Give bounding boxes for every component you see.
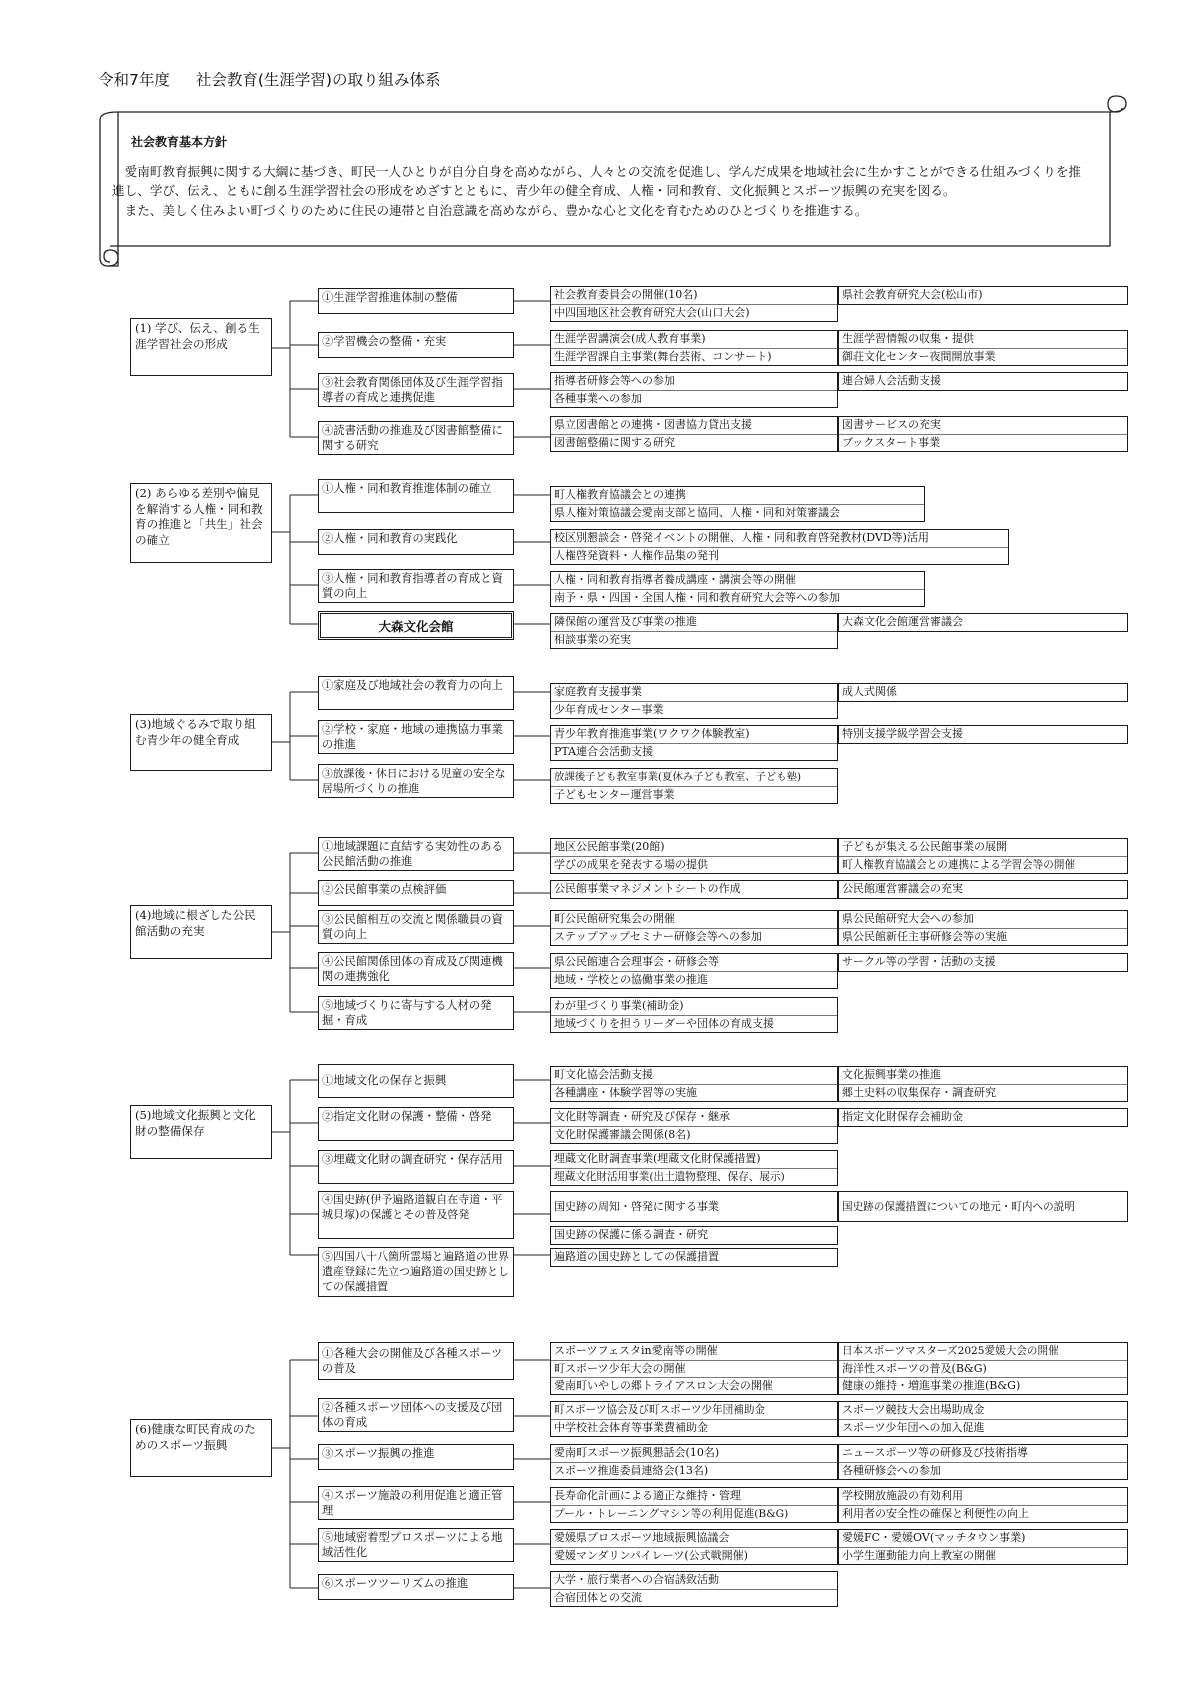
program-item: 町スポーツ少年大会の開催: [551, 1360, 837, 1377]
program-box: [550, 768, 838, 804]
sub-4-4: ④公民館関係団体の育成及び関連機関の連携強化: [318, 952, 514, 986]
sub-6-3: ③スポーツ振興の推進: [318, 1444, 514, 1470]
program-item: 町文化協会活動支援: [554, 1068, 653, 1081]
program-item: 郷土史料の収集保存・調査研究: [839, 1084, 1127, 1101]
program-item: 生涯学習情報の収集・提供: [842, 332, 974, 345]
program-item: 連合婦人会活動支援: [842, 374, 941, 387]
program-box: [550, 683, 838, 719]
sub-2-1: ①人権・同和教育推進体制の確立: [318, 479, 514, 513]
sub-2-3: ③人権・同和教育指導者の育成と資質の向上: [318, 569, 514, 603]
program-box: [838, 1066, 1128, 1102]
program-item: 県公民館連合会理事会・研修会等: [554, 955, 719, 968]
program-box: [838, 416, 1128, 452]
policy-paragraph-2: また、美しく住みよい町づくりのために住民の連帯と自治意識を高めながら、豊かな心と文化を育むためのひとづくりを推進する。: [124, 202, 868, 218]
program-item: 合宿団体との交流: [551, 1589, 837, 1606]
sub-4-2: ②公民館事業の点検評価: [318, 880, 514, 906]
program-box: [550, 1248, 838, 1267]
program-box: [550, 880, 838, 899]
program-item: 御荘文化センター夜間開放事業: [839, 348, 1127, 365]
program-box: [550, 330, 838, 366]
program-box: [550, 1487, 838, 1523]
program-box: [550, 997, 838, 1033]
sub-6-4: ④スポーツ施設の利用促進と適正管理: [318, 1486, 514, 1520]
goal-3: (3)地域ぐるみで取り組む青少年の健全育成: [130, 714, 272, 771]
program-item: スポーツ推進委員連絡会(13名): [551, 1462, 837, 1479]
program-item: 成人式関係: [842, 685, 897, 698]
policy-paragraph-1: 愛南町教育振興に関する大綱に基づき、町民一人ひとりが自分自身を高めながら、人々との交流を促進し、学んだ成果を地域社会に生かすことができる仕組みづくりを推進し、学び、伝え、ともに創る生涯学習社会の形成をめざすとともに、青少年の健全育成、人権・同和教育、文化振興とスポーツ振興の充実を図る。: [112, 164, 1081, 199]
sub-6-2: ②各種スポーツ団体への支援及び団体の育成: [318, 1398, 514, 1432]
program-item: 国史跡の周知・啓発に関する事業: [554, 1200, 719, 1213]
program-item: 愛媛FC・愛媛OV(マッチタウン事業): [842, 1531, 1026, 1544]
program-item: 放課後子ども教室事業(夏休み子ども教室、子ども塾): [554, 771, 802, 783]
program-box: [838, 1444, 1128, 1480]
program-item: 校区別懇談会・啓発イベントの開催、人権・同和教育啓発教材(DVD等)活用: [554, 531, 929, 544]
program-item: 南予・県・四国・全国人権・同和教育研究大会等への参加: [551, 589, 924, 606]
program-box: [550, 571, 925, 607]
program-box: [550, 416, 838, 452]
program-item: 特別支援学級学習会支援: [842, 727, 963, 740]
program-item: 中四国地区社会教育研究大会(山口大会): [551, 304, 837, 321]
program-item: 社会教育委員会の開催(10名): [554, 288, 698, 301]
program-item: ブックスタート事業: [839, 434, 1127, 451]
program-box: [550, 910, 838, 946]
program-item: 愛媛マンダリンパイレーツ(公式戦開催): [551, 1547, 837, 1564]
sub-6-1: ①各種大会の開催及び各種スポーツの普及: [318, 1342, 514, 1380]
sub-5-4: ④国史跡(伊予遍路道観自在寺道・平城貝塚)の保護とその普及啓発: [318, 1191, 514, 1239]
program-item: 各種研修会への参加: [839, 1462, 1127, 1479]
program-box: [550, 1529, 838, 1565]
program-item: 公民館事業マネジメントシートの作成: [554, 882, 741, 895]
program-item: スポーツフェスタin愛南等の開催: [554, 1344, 718, 1357]
program-item: スポーツ少年団への加入促進: [839, 1419, 1127, 1436]
program-box: [550, 613, 838, 649]
sub-1-2: ②学習機会の整備・充実: [318, 332, 514, 358]
program-item: 学びの成果を発表する場の提供: [551, 856, 837, 873]
program-item: 町人権教育協議会との連携による学習会等の開催: [839, 856, 1127, 873]
program-item: 人権・同和教育指導者養成講座・講演会等の開催: [554, 573, 796, 586]
program-item: 子どもセンター運営事業: [551, 786, 837, 803]
sub-5-3: ③埋蔵文化財の調査研究・保存活用: [318, 1150, 514, 1184]
program-item: 愛媛県プロスポーツ地域振興協議会: [554, 1531, 730, 1544]
program-item: 県社会教育研究大会(松山市): [842, 288, 983, 301]
program-item: 人権啓発資料・人権作品集の発刊: [551, 547, 1008, 564]
program-item: 愛南町いやしの郷トライアスロン大会の開催: [551, 1377, 837, 1394]
program-box: [550, 286, 838, 322]
program-box: [838, 286, 1128, 305]
sub-4-3: ③公民館相互の交流と関係職員の資質の向上: [318, 910, 514, 944]
program-box: [838, 1529, 1128, 1565]
program-box: [550, 1150, 838, 1186]
program-item: 埋蔵文化財調査事業(埋蔵文化財保護措置): [554, 1152, 761, 1165]
sub-3-3: ③放課後・休日における児童の安全な居場所づくりの推進: [318, 764, 514, 798]
program-item: 県公民館研究大会への参加: [842, 912, 974, 925]
sub-4-5: ⑤地域づくりに寄与する人材の発掘・育成: [318, 996, 514, 1030]
program-box: [550, 838, 838, 874]
program-box: [550, 1191, 838, 1222]
program-item: 各種講座・体験学習等の実施: [551, 1084, 837, 1101]
sub-5-5: ⑤四国八十八箇所霊場と遍路道の世界遺産登録に先立つ遍路道の国史跡としての保護措置: [318, 1247, 514, 1297]
program-box: [550, 1444, 838, 1480]
program-box: [838, 1487, 1128, 1523]
sub-1-1: ①生涯学習推進体制の整備: [318, 288, 514, 314]
sub-6-5: ⑤地域密着型プロスポーツによる地域活性化: [318, 1528, 514, 1562]
program-item: 町スポーツ協会及び町スポーツ少年団補助金: [554, 1404, 766, 1416]
program-item: サークル等の学習・活動の支援: [842, 955, 996, 968]
program-box: [550, 1066, 838, 1102]
program-item: 文化財保護審議会関係(8名): [551, 1126, 837, 1143]
program-box: [838, 1342, 1128, 1395]
program-item: 県公民館新任主事研修会等の実施: [839, 928, 1127, 945]
policy-heading: 社会教育基本方針: [131, 135, 228, 149]
program-item: 大森文化会館運営審議会: [842, 615, 963, 628]
program-item: プール・トレーニングマシン等の利用促進(B&G): [551, 1505, 837, 1522]
program-item: 図書館整備に関する研究: [551, 434, 837, 451]
program-box: [838, 910, 1128, 946]
program-item: 相談事業の充実: [551, 631, 837, 648]
program-item: 地域・学校との協働事業の推進: [551, 971, 837, 988]
program-item: 県立図書館との連携・図書協力貸出支援: [554, 418, 752, 431]
program-item: 国史跡の保護措置についての地元・町内への説明: [842, 1201, 1075, 1213]
program-item: 愛南町スポーツ振興懇話会(10名): [554, 1446, 720, 1459]
program-item: 隣保館の運営及び事業の推進: [554, 615, 697, 628]
goal-5: (5)地域文化振興と文化財の整備保存: [130, 1105, 272, 1159]
program-item: 子どもが集える公民館事業の展開: [842, 840, 1007, 853]
sub-2-2: ②人権・同和教育の実践化: [318, 529, 514, 555]
program-item: ニュースポーツ等の研修及び技術指導: [842, 1446, 1029, 1459]
program-box: [838, 1401, 1128, 1437]
program-item: 小学生運動能力向上教室の開催: [839, 1547, 1127, 1564]
program-item: 遍路道の国史跡としての保護措置: [554, 1250, 719, 1263]
program-item: 長寿命化計画による適正な維持・管理: [554, 1489, 741, 1502]
program-box: [838, 838, 1128, 874]
program-item: スポーツ競技大会出場助成金: [842, 1403, 985, 1416]
program-item: 県人権対策協議会愛南支部と協同、人権・同和対策審議会: [551, 504, 924, 521]
page-title: 令和7年度 社会教育(生涯学習)の取り組み体系: [98, 71, 441, 89]
program-item: ステップアップセミナー研修会等への参加: [551, 928, 837, 945]
program-item: 町公民館研究集会の開催: [554, 912, 675, 925]
program-box: [838, 1191, 1128, 1222]
program-item: PTA連合会活動支援: [551, 743, 837, 760]
program-item: 町人権教育協議会との連携: [554, 488, 686, 501]
sub-1-3: ③社会教育関係団体及び生涯学習指導者の育成と連携促進: [318, 373, 514, 407]
program-item: 図書サービスの充実: [842, 418, 941, 431]
program-item: 生涯学習講演会(成人教育事業): [554, 332, 706, 345]
sub-5-2: ②指定文化財の保護・整備・啓発: [318, 1107, 514, 1141]
program-item: 各種事業への参加: [551, 390, 837, 407]
program-item: 日本スポーツマスターズ2025愛媛大会の開催: [842, 1345, 1059, 1357]
program-item: 埋蔵文化財活用事業(出土遺物整理、保存、展示): [551, 1168, 837, 1185]
sub-6-6: ⑥スポーツツーリズムの推進: [318, 1574, 514, 1600]
program-box: [838, 725, 1128, 744]
program-item: 地区公民館事業(20館): [554, 840, 665, 853]
program-box: [550, 529, 1009, 565]
omori-bunka-kaikan: 大森文化会館: [318, 611, 514, 640]
program-box: [838, 1108, 1128, 1127]
program-item: 指導者研修会等への参加: [554, 374, 675, 387]
program-box: [838, 330, 1128, 366]
program-item: 地域づくりを担うリーダーや団体の育成支援: [551, 1015, 837, 1032]
program-item: 文化振興事業の推進: [842, 1068, 941, 1081]
program-item: 文化財等調査・研究及び保存・継承: [554, 1110, 730, 1123]
program-box: [550, 953, 838, 989]
program-item: 公民館運営審議会の充実: [842, 882, 963, 895]
program-item: 少年育成センター事業: [551, 701, 837, 718]
program-box: [550, 1108, 838, 1144]
goal-6: (6)健康な町民育成のためのスポーツ振興: [130, 1419, 272, 1477]
program-box: [550, 372, 838, 408]
program-item: 指定文化財保存会補助金: [842, 1110, 963, 1123]
sub-5-1: ①地域文化の保存と振興: [318, 1064, 514, 1098]
program-box: [550, 1226, 838, 1245]
program-item: 青少年教育推進事業(ワクワク体験教室): [554, 727, 750, 740]
goal-1: (1) 学び、伝え、創る生涯学習社会の形成: [130, 318, 272, 376]
goal-2: (2) あらゆる差別や偏見を解消する人権・同和教育の推進と「共生」社会の確立: [130, 483, 272, 563]
program-item: 生涯学習課自主事業(舞台芸術、コンサート): [551, 348, 837, 365]
sub-1-4: ④読書活動の推進及び図書館整備に関する研究: [318, 421, 514, 455]
sub-3-2: ②学校・家庭・地域の連携協力事業の推進: [318, 720, 514, 754]
program-box: [550, 1401, 838, 1437]
goal-4: (4)地域に根ざした公民館活動の充実: [130, 905, 272, 959]
program-item: 国史跡の保護に係る調査・研究: [554, 1228, 708, 1241]
program-item: 家庭教育支援事業: [554, 685, 642, 698]
program-item: 大学・旅行業者への合宿誘致活動: [554, 1573, 719, 1586]
program-item: 中学校社会体育等事業費補助金: [551, 1419, 837, 1436]
sub-4-1: ①地域課題に直結する実効性のある公民館活動の推進: [318, 837, 514, 871]
program-item: 健康の維持・増進事業の推進(B&G): [839, 1377, 1127, 1394]
program-box: [838, 880, 1128, 899]
program-box: [550, 1571, 838, 1607]
program-box: [550, 725, 838, 761]
program-item: わが里づくり事業(補助金): [554, 999, 684, 1012]
sub-3-1: ①家庭及び地域社会の教育力の向上: [318, 676, 514, 710]
program-box: [838, 953, 1128, 972]
program-item: 海洋性スポーツの普及(B&G): [839, 1360, 1127, 1377]
program-item: 利用者の安全性の確保と利便性の向上: [839, 1505, 1127, 1522]
program-box: [550, 486, 925, 522]
program-box: [838, 683, 1128, 702]
program-item: 学校開放施設の有効利用: [842, 1489, 963, 1502]
program-box: [550, 1342, 838, 1395]
program-box: [838, 613, 1128, 632]
program-box: [838, 372, 1128, 391]
